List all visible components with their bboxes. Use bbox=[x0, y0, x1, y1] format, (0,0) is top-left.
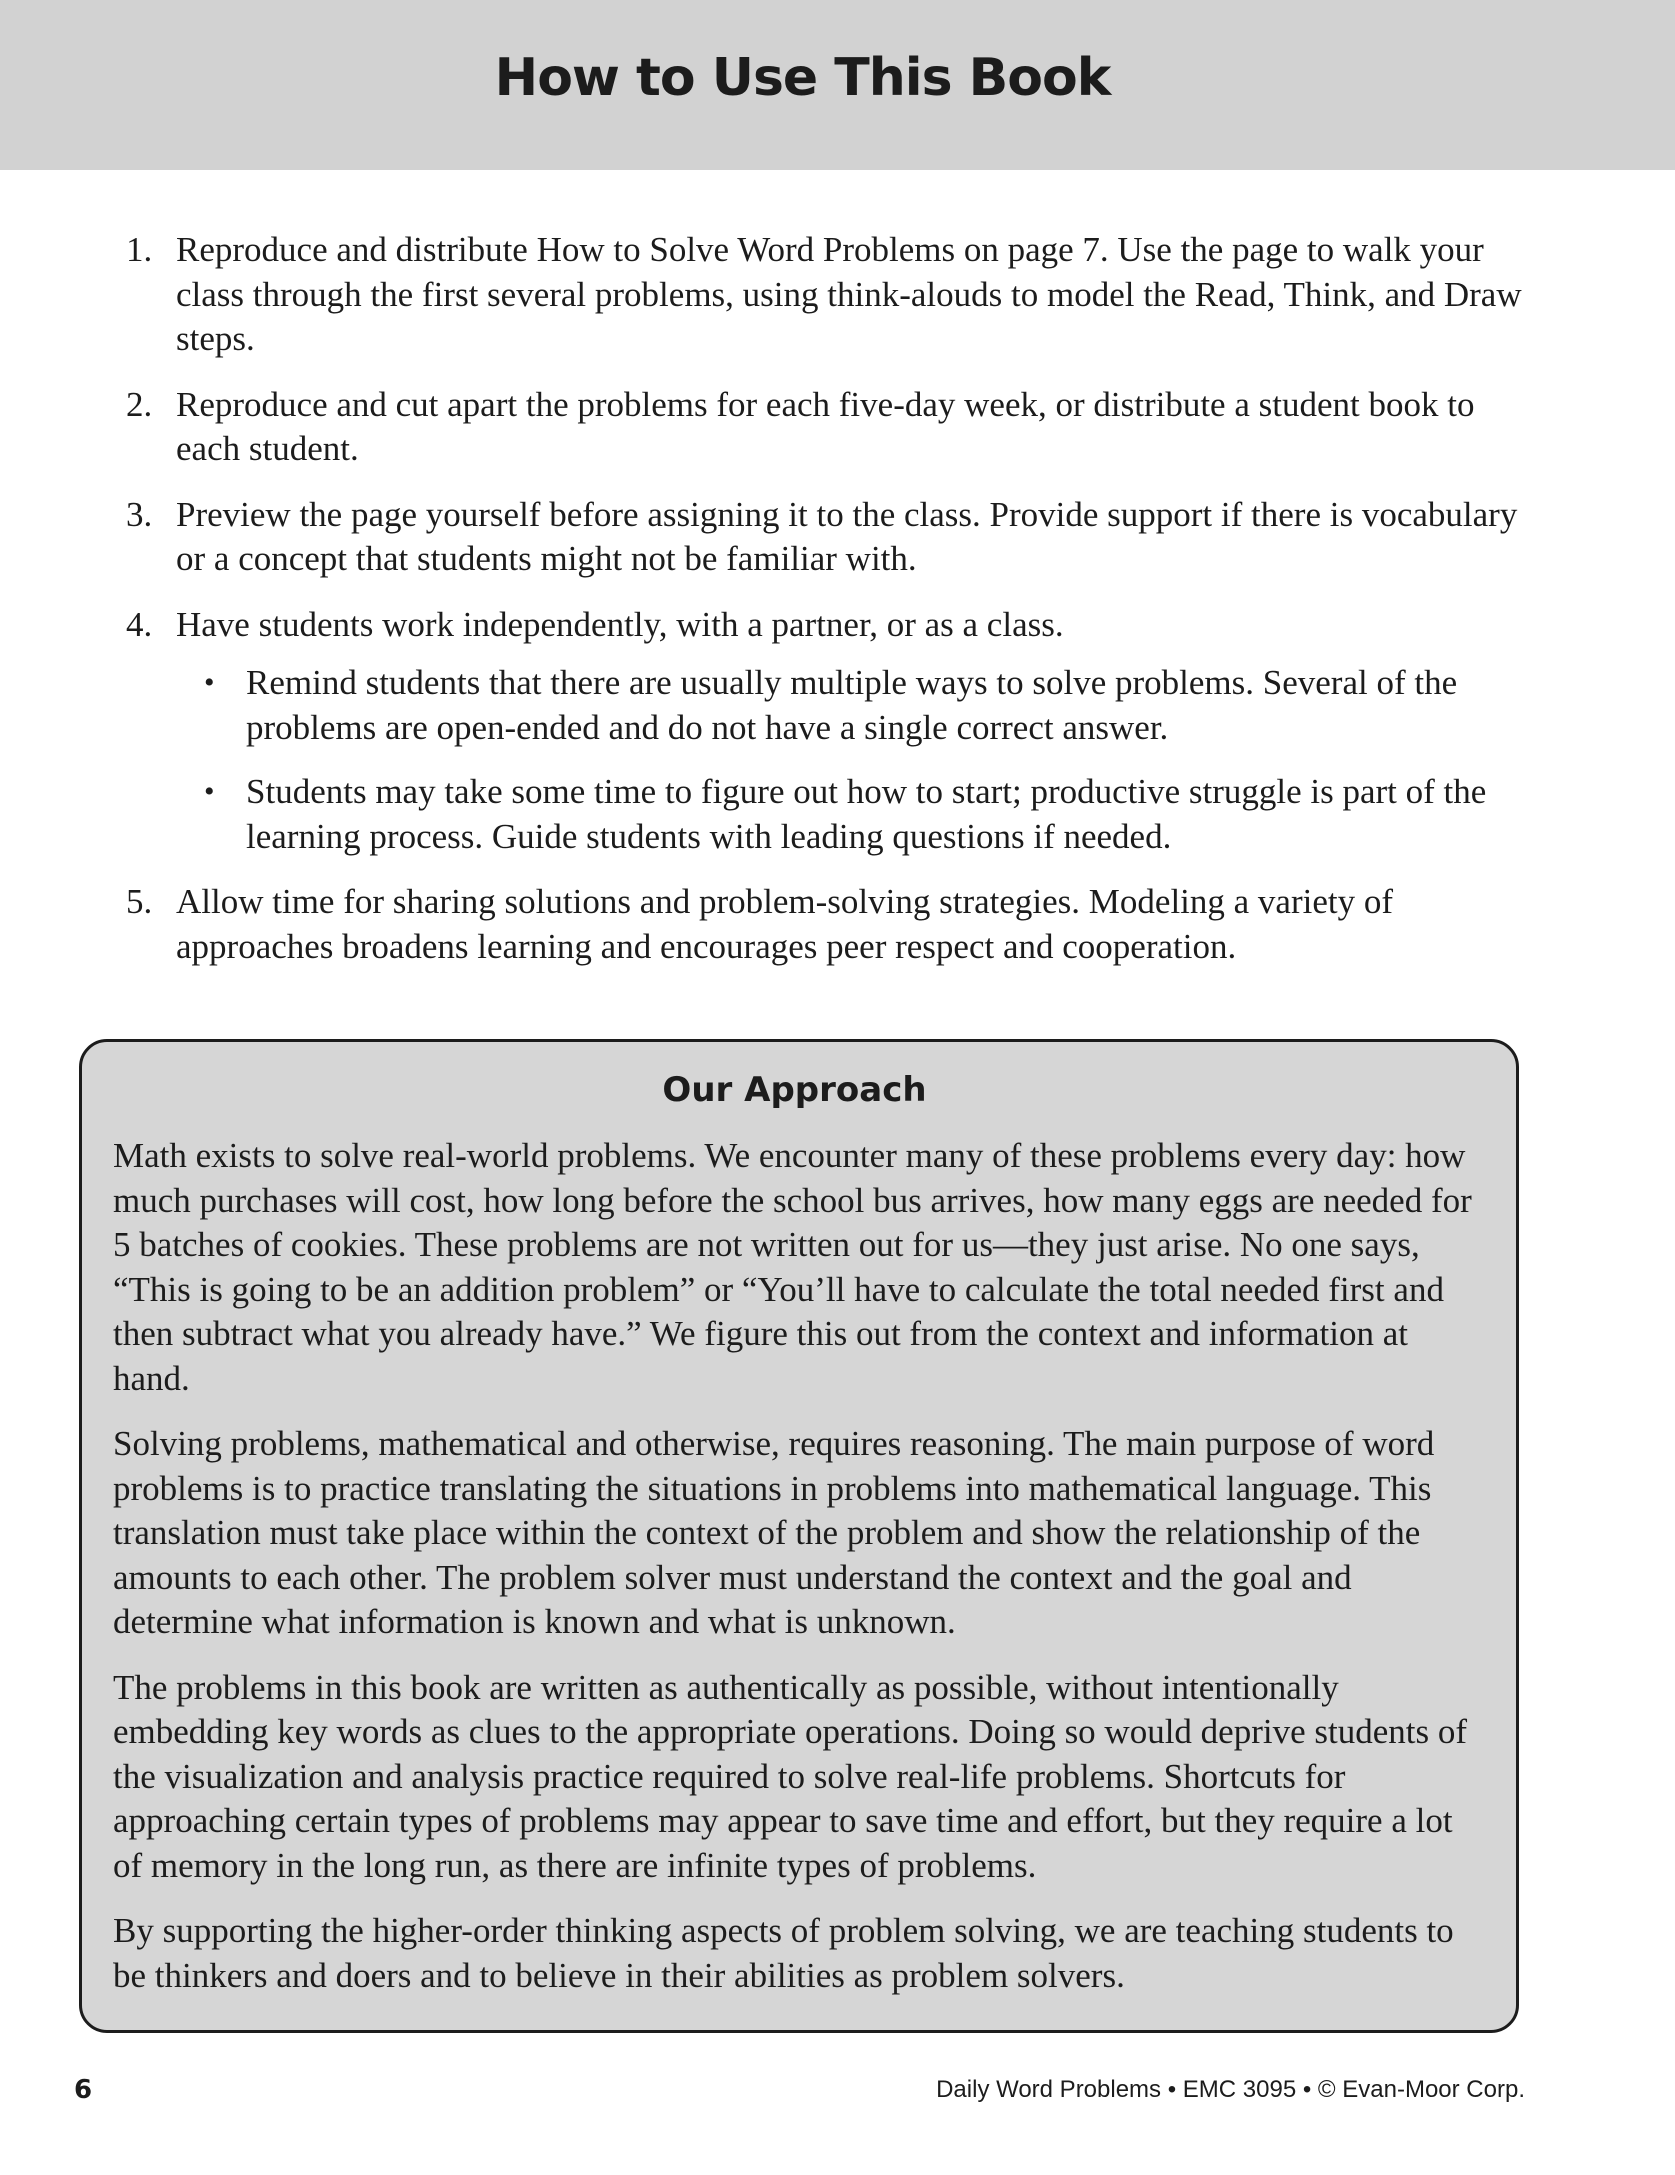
instructions-list bbox=[126, 228, 1526, 990]
step-text: Reproduce and distribute How to Solve Word Problems on page 7. Use the page to walk your class through the first several problems, using think-alouds to model the Read, Think, and Draw steps. bbox=[176, 230, 1522, 358]
step-number: 5. bbox=[126, 882, 153, 921]
our-approach-box bbox=[79, 1039, 1519, 2033]
bullet-text: Remind students that there are usually multiple ways to solve problems. Several of the problems are open-ended and do not have a single correct answer. bbox=[246, 663, 1458, 747]
approach-paragraph: Math exists to solve real-world problems. We encounter many of these problems every day: how much purchases will cost, how long before the school bus arrives, how many eggs are needed for 5 batches of cookies. These problems are not written out for us—they just arise. No one says, “This is going to be an addition problem” or “You’ll have to calculate the total needed first and then subtract what you already have.” We figure this out from the context and information at hand. bbox=[113, 1136, 1472, 1398]
list-item bbox=[126, 493, 1526, 582]
list-item bbox=[126, 880, 1526, 969]
approach-paragraph: By supporting the higher-order thinking aspects of problem solving, we are teaching students to be thinkers and doers and to believe in their abilities as problem solvers. bbox=[113, 1911, 1454, 1995]
list-item bbox=[126, 603, 1526, 860]
step-number: 1. bbox=[126, 230, 153, 269]
bullet-text: Students may take some time to figure out how to start; productive struggle is part of the learning process. Guide students with leading questions if needed. bbox=[246, 772, 1487, 856]
sub-bullet-list bbox=[196, 661, 1526, 859]
bullet-icon: • bbox=[204, 775, 215, 808]
bullet-item bbox=[196, 770, 1526, 859]
step-text: Preview the page yourself before assigning it to the class. Provide support if there is vocabulary or a concept that students might not be familiar with. bbox=[176, 494, 1518, 578]
step-number: 3. bbox=[126, 494, 153, 534]
step-text: Allow time for sharing solutions and problem-solving strategies. Modeling a variety of approaches broadens learning and encourages peer respect and cooperation. bbox=[176, 882, 1394, 966]
step-number: 4. bbox=[126, 604, 153, 644]
approach-heading: Our Approach bbox=[662, 1070, 927, 1110]
step-text: Reproduce and cut apart the problems for each five-day week, or distribute a student book to each student. bbox=[176, 384, 1475, 468]
footer-credit: Daily Word Problems • EMC 3095 • © Evan-Moor Corp. bbox=[936, 2076, 1525, 2103]
bullet-item bbox=[196, 661, 1526, 750]
step-text: Have students work independently, with a partner, or as a class. bbox=[176, 604, 1064, 644]
bullet-icon: • bbox=[204, 666, 215, 699]
approach-paragraph: The problems in this book are written as authentically as possible, without intentionally embedding key words as clues to the appropriate operations. Doing so would deprive students of the visualization and analysis practice required to solve real-life problems. Shortcuts for approaching certain types of problems may appear to save time and effort, but they require a lot of memory in the long run, as there are infinite types of problems. bbox=[113, 1667, 1468, 1885]
header-band bbox=[0, 0, 1675, 170]
page-title: How to Use This Book bbox=[494, 48, 1111, 108]
approach-paragraph: Solving problems, mathematical and otherwise, requires reasoning. The main purpose of word problems is to practice translating the situations in problems into mathematical language. This translation must take place within the context of the problem and show the relationship of the amounts to each other. The problem solver must understand the context and the goal and determine what information is known and what is unknown. bbox=[113, 1424, 1435, 1641]
list-item bbox=[126, 228, 1526, 362]
page-number: 6 bbox=[74, 2075, 93, 2105]
step-number: 2. bbox=[126, 384, 153, 424]
list-item bbox=[126, 383, 1526, 472]
